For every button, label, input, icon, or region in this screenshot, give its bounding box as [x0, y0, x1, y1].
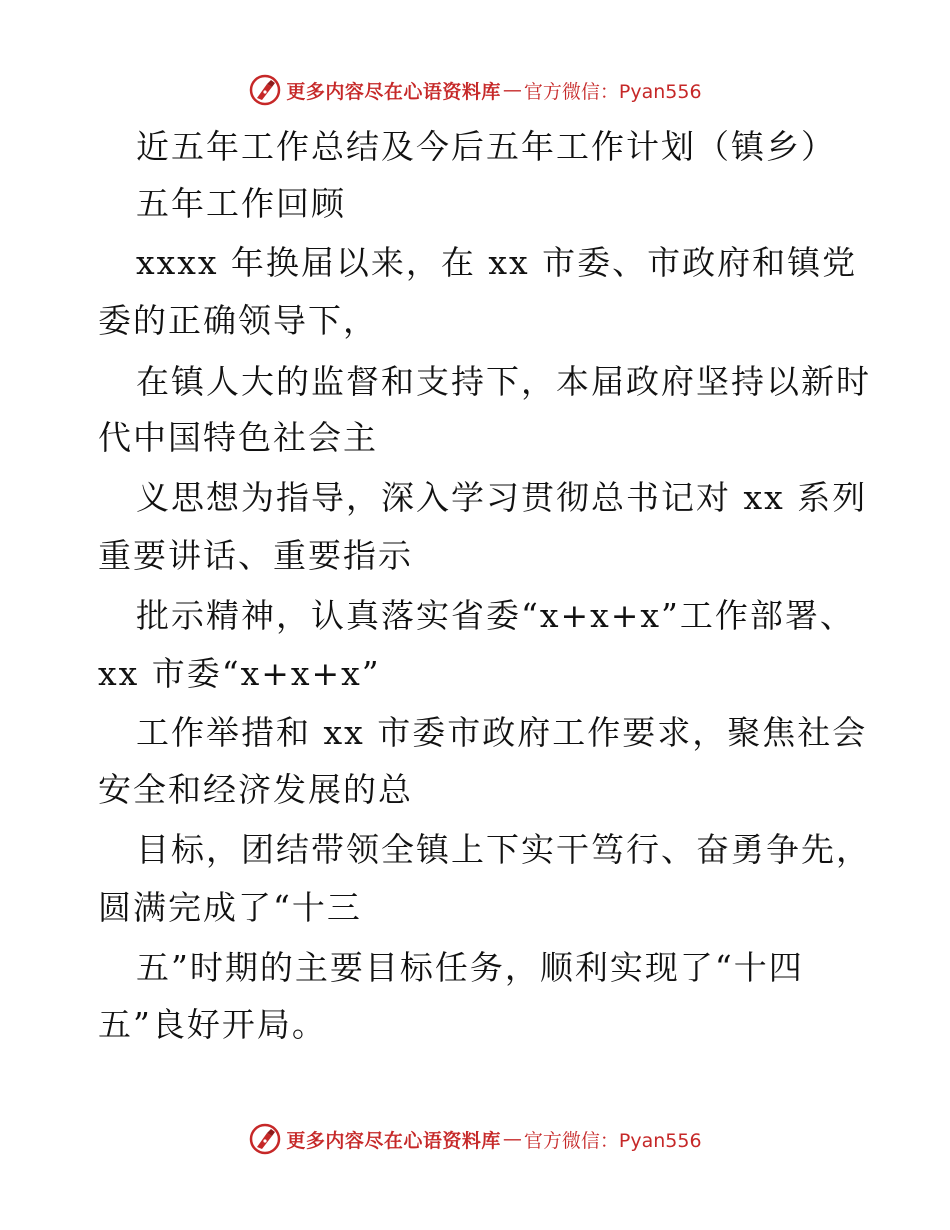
document-title: 近五年工作总结及今后五年工作计划（镇乡） [136, 127, 836, 166]
watermark-brand: 更多内容尽在心语资料库 [286, 1129, 501, 1152]
paragraph-line: 委的正确领导下， [98, 301, 378, 340]
watermark-separator: — [502, 79, 522, 101]
paragraph-line: 重要讲话、重要指示 [98, 536, 413, 575]
paragraph-line: 工作举措和 xx 市委市政府工作要求，聚焦社会 [136, 713, 868, 752]
paragraph-line: 圆满完成了“十三 [98, 888, 362, 927]
paragraph-line: 目标，团结带领全镇上下实干笃行、奋勇争先， [136, 830, 871, 869]
paragraph-line: xx 市委“x+x+x” [98, 654, 381, 693]
pen-nib-logo-icon [248, 1122, 282, 1156]
watermark-header [0, 70, 950, 110]
paragraph-line: 五”时期的主要目标任务，顺利实现了“十四 [136, 948, 804, 987]
paragraph-line: 代中国特色社会主 [98, 418, 378, 457]
watermark-contact: 官方微信：Pyan556 [523, 1129, 702, 1152]
paragraph-line: 义思想为指导，深入学习贯彻总书记对 xx 系列 [136, 478, 868, 517]
pen-nib-logo-icon [248, 73, 282, 107]
section-heading: 五年工作回顾 [136, 184, 346, 223]
paragraph-line: 在镇人大的监督和支持下，本届政府坚持以新时 [136, 362, 871, 401]
watermark-brand: 更多内容尽在心语资料库 [286, 80, 501, 103]
paragraph-line: 批示精神，认真落实省委“x+x+x”工作部署、 [136, 596, 855, 635]
paragraph-line: 安全和经济发展的总 [98, 770, 413, 809]
paragraph-line: 五”良好开局。 [98, 1005, 327, 1044]
paragraph-line: xxxx 年换届以来，在 xx 市委、市政府和镇党 [136, 243, 858, 282]
watermark-footer [0, 1119, 950, 1159]
watermark-contact: 官方微信：Pyan556 [523, 80, 702, 103]
watermark-separator: — [502, 1128, 522, 1150]
